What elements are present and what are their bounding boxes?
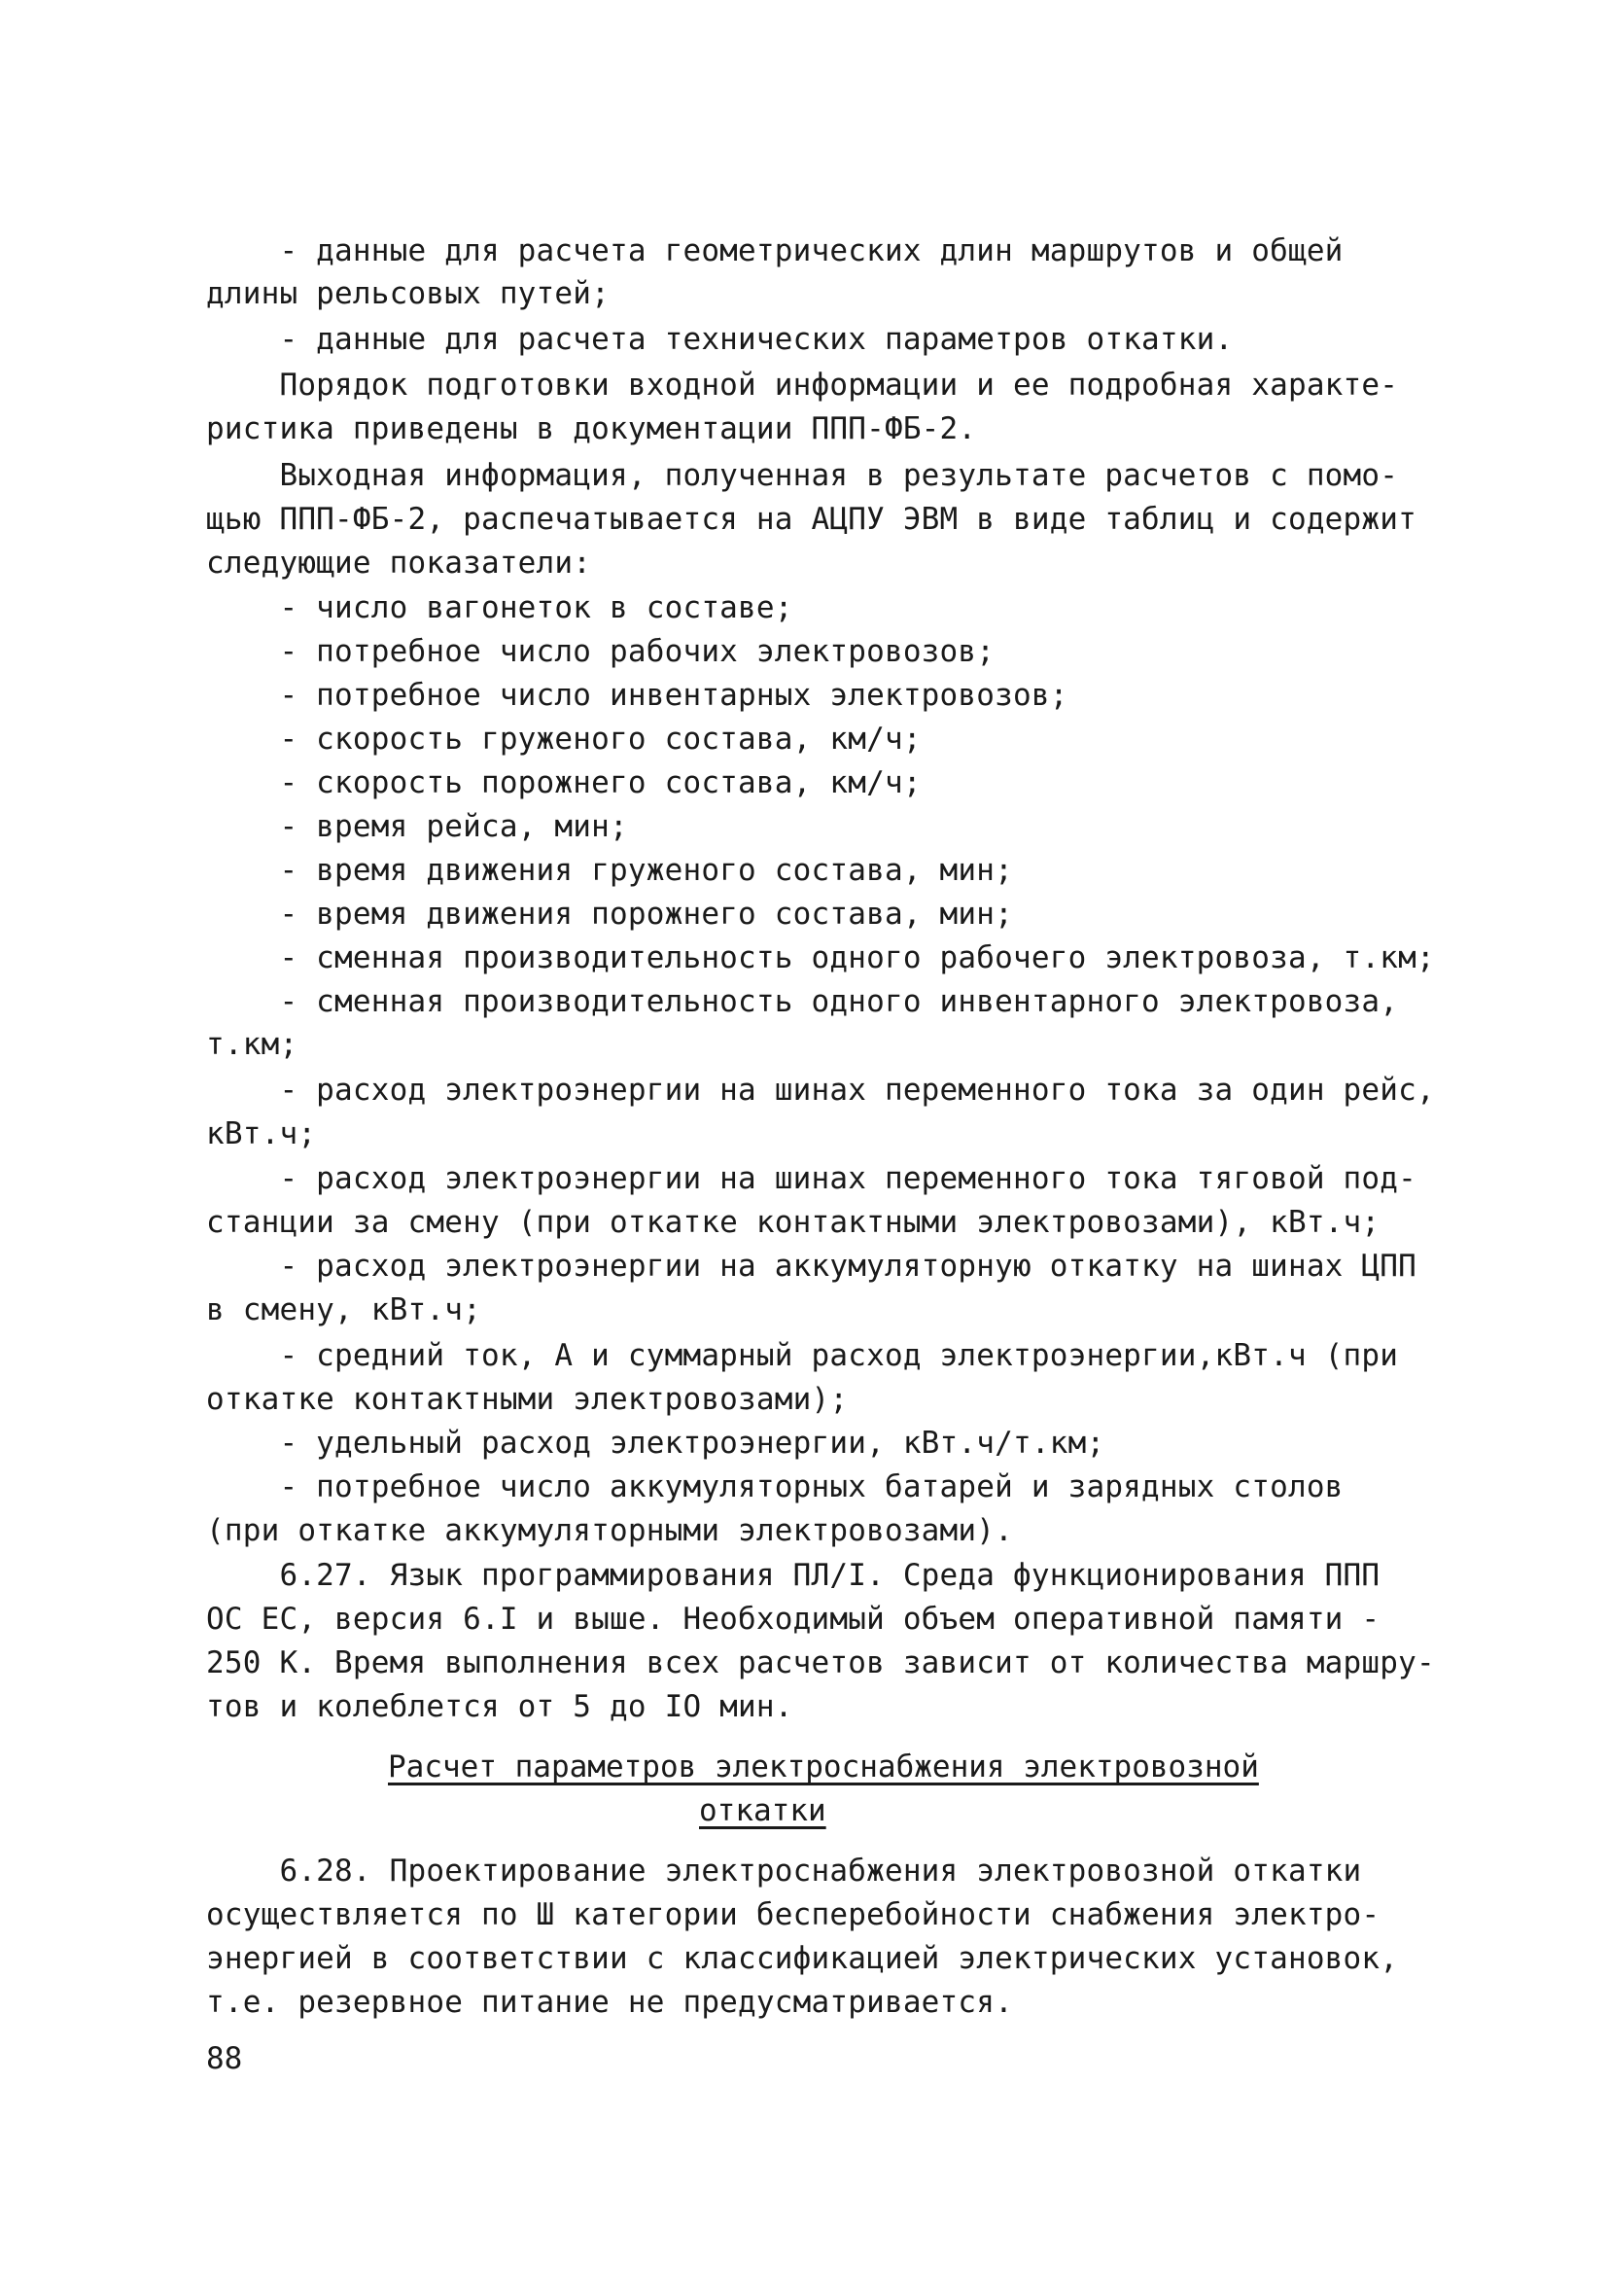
- list-item: - расход электроэнергии на шинах переменного тока за один рейс,: [206, 1073, 1435, 1108]
- page-number: 88: [206, 2041, 243, 2076]
- list-item: - расход электроэнергии на аккумуляторную откатку на шинах ЦПП: [206, 1249, 1416, 1284]
- list-item: т.км;: [206, 1027, 298, 1062]
- section-heading: откатки: [699, 1793, 826, 1828]
- list-item: - потребное число инвентарных электровозов;: [206, 678, 1068, 713]
- text-line: - данные для расчета технических параметров откатки.: [206, 322, 1234, 357]
- text-line: 250 К. Время выполнения всех расчетов зависит от количества маршру-: [206, 1645, 1435, 1680]
- list-item: - сменная производительность одного инвентарного электровоза,: [206, 984, 1399, 1019]
- text-line: ОС ЕС, версия 6.I и выше. Необходимый объем оперативной памяти -: [206, 1602, 1381, 1637]
- list-item: - скорость груженого состава, км/ч;: [206, 722, 922, 757]
- list-item: станции за смену (при откатке контактными электровозами), кВт.ч;: [206, 1205, 1381, 1240]
- text-line: тов и колеблется от 5 до IO мин.: [206, 1689, 793, 1724]
- text-line: 6.27. Язык программирования ПЛ/I. Среда функционирования ППП: [206, 1558, 1381, 1593]
- list-item: - сменная производительность одного рабочего электровоза, т.км;: [206, 940, 1435, 975]
- list-item: - потребное число аккумуляторных батарей и зарядных столов: [206, 1469, 1344, 1504]
- text-line: ристика приведены в документации ППП-ФБ-2.: [206, 411, 977, 446]
- text-line: следующие показатели:: [206, 546, 592, 581]
- text-line: осуществляется по Ш категории бесперебойности снабжения электро-: [206, 1897, 1381, 1932]
- list-item: (при откатке аккумуляторными электровозами).: [206, 1513, 1013, 1548]
- text-line: - данные для расчета геометрических длин маршрутов и общей: [206, 233, 1344, 268]
- list-item: - скорость порожнего состава, км/ч;: [206, 765, 922, 800]
- list-item: - время рейса, мин;: [206, 809, 628, 844]
- text-line: энергией в соответствии с классификацией электрических установок,: [206, 1941, 1399, 1976]
- list-item: - средний ток, А и суммарный расход электроэнергии,кВт.ч (при: [206, 1338, 1399, 1373]
- text-line: Порядок подготовки входной информации и ее подробная характе-: [206, 368, 1399, 403]
- list-item: - время движения груженого состава, мин;: [206, 853, 1013, 888]
- text-line: щью ППП-ФБ-2, распечатывается на АЦПУ ЭВМ в виде таблиц и содержит: [206, 502, 1416, 537]
- list-item: кВт.ч;: [206, 1116, 317, 1151]
- list-item: - число вагонеток в составе;: [206, 590, 793, 625]
- text-line: длины рельсовых путей;: [206, 276, 610, 311]
- section-heading: Расчет параметров электроснабжения электровозной: [388, 1749, 1259, 1784]
- list-item: откатке контактными электровозами);: [206, 1382, 849, 1417]
- list-item: - удельный расход электроэнергии, кВт.ч/т.км;: [206, 1426, 1105, 1461]
- list-item: - потребное число рабочих электровозов;: [206, 634, 996, 669]
- text-line: т.е. резервное питание не предусматривается.: [206, 1985, 1013, 2020]
- list-item: - время движения порожнего состава, мин;: [206, 897, 1013, 932]
- text-line: 6.28. Проектирование электроснабжения электровозной откатки: [206, 1854, 1362, 1889]
- list-item: - расход электроэнергии на шинах переменного тока тяговой под-: [206, 1161, 1416, 1196]
- list-item: в смену, кВт.ч;: [206, 1292, 481, 1327]
- text-line: Выходная информация, полученная в результате расчетов с помо-: [206, 458, 1399, 493]
